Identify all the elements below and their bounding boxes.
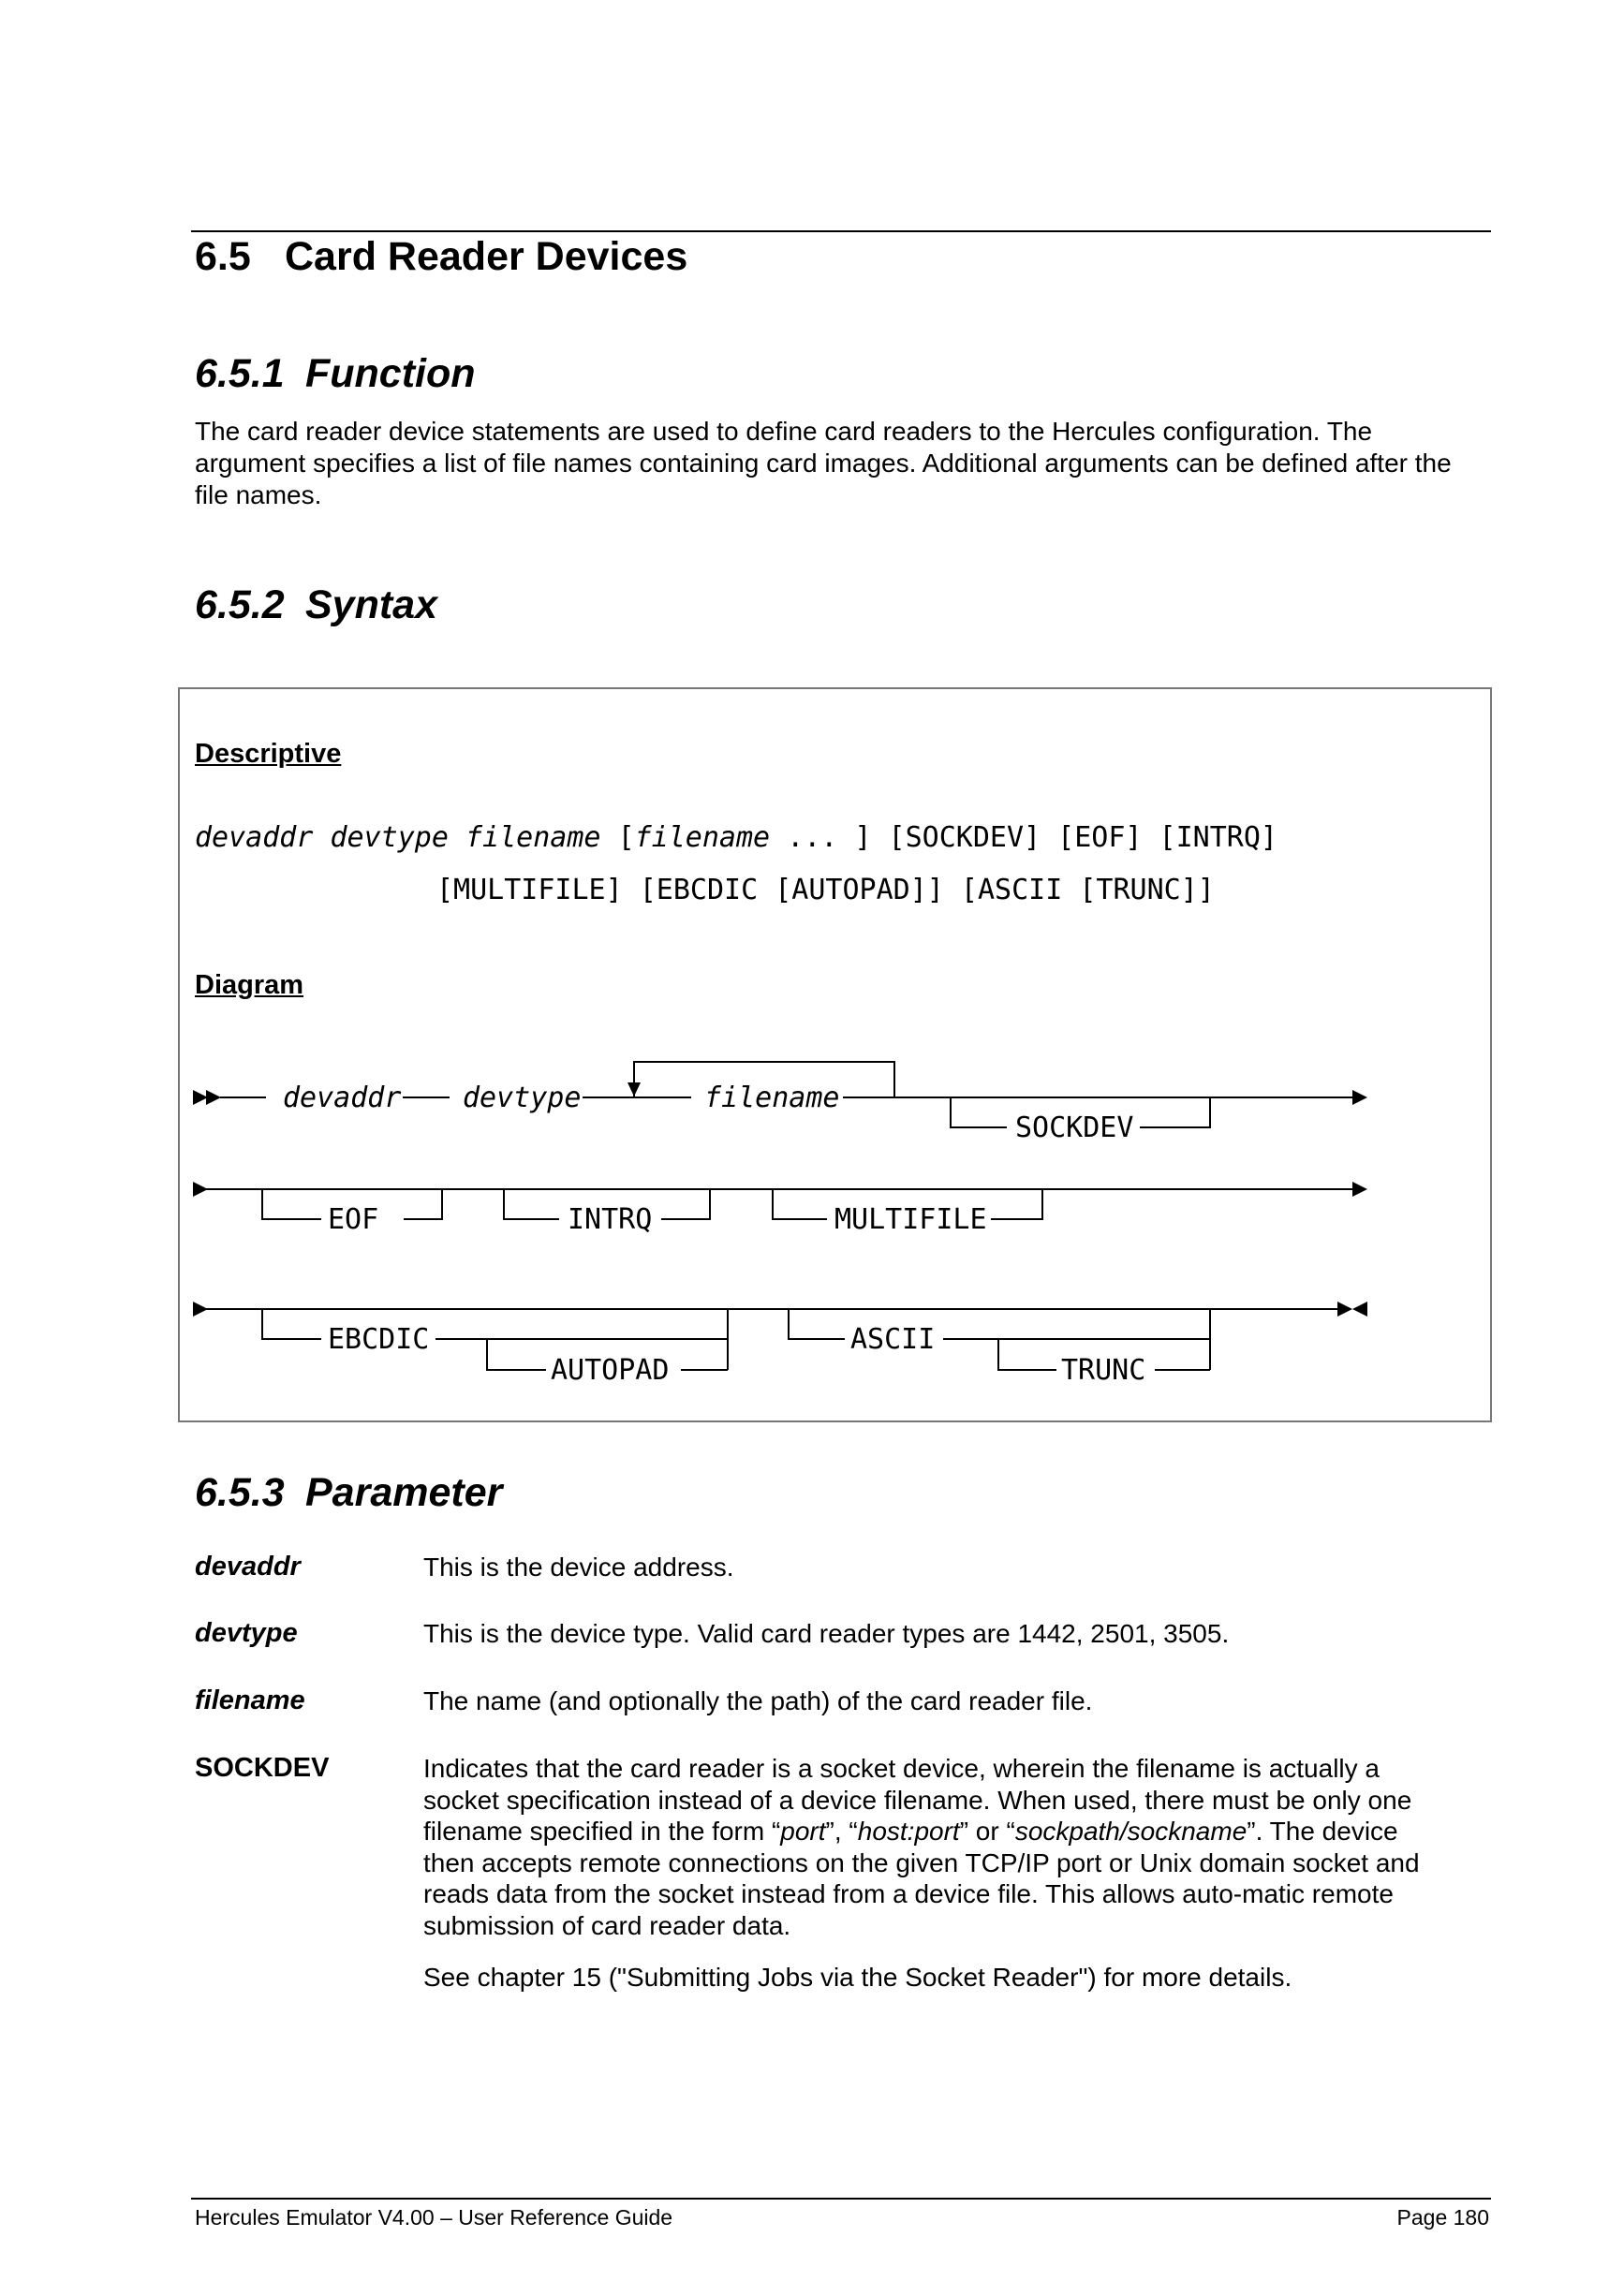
diagram-devaddr: devaddr [283,1082,402,1114]
parameter-heading [195,1470,502,1516]
function-number: 6.5.1 [195,351,285,396]
param-devtype-desc: This is the device type. Valid card reader types are 1442, 2501, 3505. [423,1619,1230,1648]
parameter-title: Parameter [305,1470,503,1515]
sockdev-desc-a: Indicates that the card reader is a socket device, wherein the filename is actually a socket specification instead of a device filename. When used, there must be only one filename specified in the form “ [423,1754,1412,1846]
function-title: Function [305,351,476,396]
desc-devtype: devtype [330,821,449,854]
param-filename-name: filename [195,1685,305,1715]
diagram-trunc: TRUNC [1061,1354,1146,1387]
diagram-multifile: MULTIFILE [834,1203,987,1236]
diagram-filename: filename [704,1082,840,1114]
function-paragraph: The card reader device statements are used to define card readers to the Hercules configuration. The argument specifies a list of file names containing card images. Additional arguments can be defined after the file names. [195,417,1452,509]
sockdev-hostport: host:port [857,1817,960,1846]
syntax-title: Syntax [305,582,438,627]
sockdev-sep2: ” or “ [959,1817,1015,1846]
desc-open-bracket: [ [617,821,635,854]
diagram-intrq: INTRQ [568,1203,653,1236]
param-sockdev-name: SOCKDEV [195,1753,330,1783]
desc-filename-repeat: filename [634,821,771,854]
parameter-number: 6.5.3 [195,1470,285,1515]
param-sockdev-see: See chapter 15 ("Submitting Jobs via the Socket Reader") for more details. [423,1963,1292,1992]
section-number: 6.5 [195,234,251,279]
desc-devaddr: devaddr [195,821,314,854]
param-devaddr-name: devaddr [195,1552,301,1582]
sockdev-port: port [780,1817,826,1846]
diagram-eof: EOF [328,1203,379,1236]
descriptive-line-2: [MULTIFILE] [EBCDIC [AUTOPAD]] [ASCII [TRUNC]] [436,874,1215,906]
section-title: Card Reader Devices [285,234,688,279]
sockdev-desc-b: ”. The device then accepts remote connections on the given TCP/IP port or Unix domain socket and reads data from the socket instead from a device file. This allows auto-matic remote submission of card reader data. [423,1817,1420,1940]
diagram-autopad: AUTOPAD [551,1354,670,1387]
diagram-devtype: devtype [463,1082,582,1114]
footer-left: Hercules Emulator V4.00 – User Reference Guide [195,2205,673,2230]
diagram-ebcdic: EBCDIC [328,1323,430,1356]
diagram-sockdev: SOCKDEV [1015,1111,1134,1144]
sockdev-sockpath: sockpath/sockname [1014,1817,1248,1846]
diagram-ascii: ASCII [850,1323,936,1356]
param-devaddr-desc: This is the device address. [423,1553,734,1582]
param-devtype-name: devtype [195,1618,298,1648]
param-filename-desc: The name (and optionally the path) of the card reader file. [423,1686,1093,1715]
desc-filename: filename [465,821,601,854]
footer-rule [191,2198,1491,2200]
descriptive-label: Descriptive [195,739,342,769]
desc-rest: ... ] [SOCKDEV] [EOF] [INTRQ] [787,821,1277,854]
param-sockdev-desc [423,1753,1435,1941]
sockdev-sep1: ”, “ [825,1817,858,1846]
syntax-number: 6.5.2 [195,582,285,627]
footer-page-number: Page 180 [1396,2205,1489,2230]
diagram-label: Diagram [195,970,304,1000]
